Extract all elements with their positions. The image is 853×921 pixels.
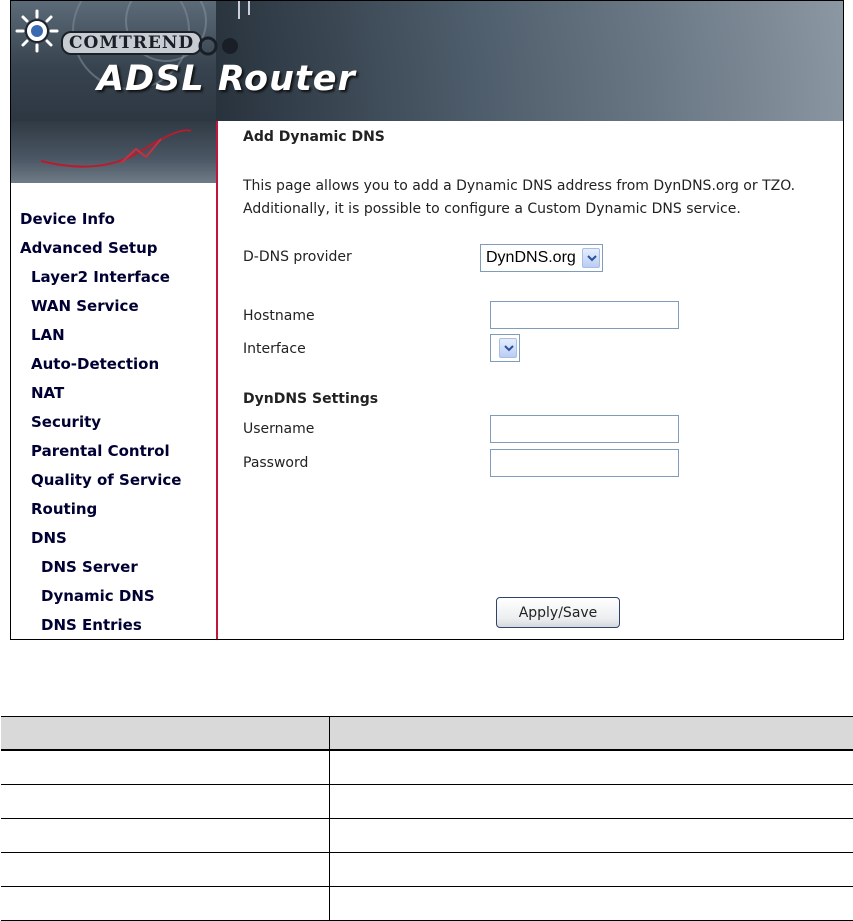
sidebar-item-dns-entries[interactable]: DNS Entries — [41, 616, 142, 634]
hostname-label: Hostname — [243, 308, 315, 324]
table-row — [1, 750, 853, 785]
hostname-input[interactable] — [490, 301, 679, 329]
sidebar-item-wan-service[interactable]: WAN Service — [31, 297, 139, 315]
table-cell — [1, 819, 330, 853]
provider-label: D-DNS provider — [243, 249, 352, 265]
comtrend-logo-icon — [15, 9, 59, 53]
table-cell — [330, 750, 853, 785]
sidebar-item-security[interactable]: Security — [31, 413, 101, 431]
sidebar-item-routing[interactable]: Routing — [31, 500, 97, 518]
sidebar-item-advanced-setup[interactable]: Advanced Setup — [20, 239, 158, 257]
red-swoosh-icon — [11, 121, 216, 183]
router-screenshot — [10, 0, 844, 640]
sidebar-banner-art — [11, 121, 216, 183]
parameter-table — [1, 716, 853, 921]
interface-label: Interface — [243, 341, 306, 357]
table-cell — [1, 750, 330, 785]
username-label: Username — [243, 421, 314, 437]
password-input[interactable] — [490, 449, 679, 477]
sidebar-item-lan[interactable]: LAN — [31, 326, 65, 344]
interface-select[interactable] — [490, 334, 520, 362]
sidebar-item-dns-server[interactable]: DNS Server — [41, 558, 138, 576]
table-header-cell — [1, 717, 330, 751]
apply-save-button[interactable]: Apply/Save — [496, 597, 620, 628]
chevron-down-icon[interactable] — [499, 338, 517, 358]
sidebar-item-dns[interactable]: DNS — [31, 529, 67, 547]
chevron-down-icon[interactable] — [582, 248, 600, 268]
sidebar-divider — [216, 121, 218, 640]
table-row — [1, 785, 853, 819]
page-title: Add Dynamic DNS — [243, 129, 385, 145]
table-header-row — [1, 717, 853, 751]
product-title: ADSL Router — [97, 59, 356, 99]
sidebar-item-layer2-interface[interactable]: Layer2 Interface — [31, 268, 170, 286]
description-line-2: Additionally, it is possible to configure a Custom Dynamic DNS service. — [243, 201, 741, 217]
table-row — [1, 819, 853, 853]
table-cell — [330, 785, 853, 819]
sidebar-item-nat[interactable]: NAT — [31, 384, 64, 402]
sidebar-item-device-info[interactable]: Device Info — [20, 210, 115, 228]
sidebar — [11, 121, 216, 640]
table-cell — [330, 853, 853, 887]
main-content — [219, 121, 843, 640]
table-header-cell — [330, 717, 853, 751]
description-line-1: This page allows you to add a Dynamic DNS address from DynDNS.org or TZO. — [243, 178, 795, 194]
table-cell — [1, 785, 330, 819]
sidebar-item-dynamic-dns[interactable]: Dynamic DNS — [41, 587, 155, 605]
dyndns-settings-heading: DynDNS Settings — [243, 391, 378, 407]
table-cell — [330, 819, 853, 853]
sidebar-item-quality-of-service[interactable]: Quality of Service — [31, 471, 181, 489]
provider-select[interactable] — [480, 244, 603, 272]
table-row — [1, 887, 853, 921]
table-cell — [330, 887, 853, 921]
brand-dots-icon — [197, 35, 247, 57]
username-input[interactable] — [490, 415, 679, 443]
provider-select-value: DynDNS.org — [486, 249, 576, 267]
brand-logo: COMTREND — [61, 31, 202, 55]
table-cell — [1, 853, 330, 887]
table-cell — [1, 887, 330, 921]
sidebar-item-parental-control[interactable]: Parental Control — [31, 442, 170, 460]
table-row — [1, 853, 853, 887]
password-label: Password — [243, 455, 308, 471]
sidebar-item-auto-detection[interactable]: Auto-Detection — [31, 355, 159, 373]
header-banner — [11, 1, 843, 121]
